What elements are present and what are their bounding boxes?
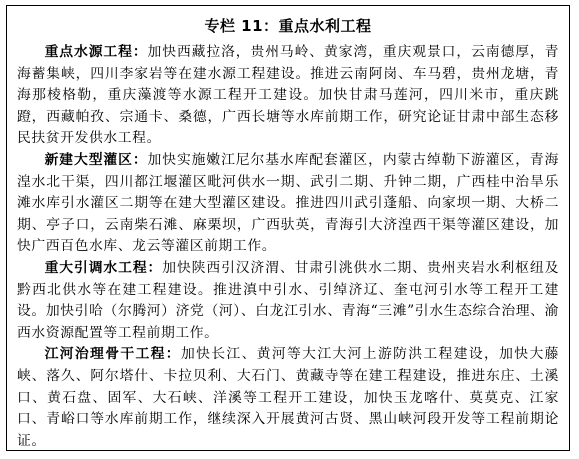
- column-box: [6, 5, 570, 451]
- section-label: 新建大型灌区：: [44, 151, 148, 168]
- section-text: 加快陕西引汉济渭、甘肃引洮供水二期、贵州夹岩水利枢纽及黔西北供水等在建工程建设。推进滇中引水、引绰济辽、奎屯河引水等工程开工建设。加快引哈（尔腾河）济党（河）、白龙江引水、青海“三滩”引水生态综合治理、渝西水资源配置等工程前期工作。: [17, 259, 559, 341]
- section-label: 重点水源工程：: [44, 44, 148, 60]
- section-text: 加快西藏拉洛，贵州马岭、黄家湾，重庆观景口，云南德厚，青海蓄集峡，四川李家岩等在建水源工程建设。推进云南阿岗、车马碧，贵州龙塘，青海那棱格勒，重庆藻渡等水源工程开工建设。加快甘肃马莲河，四川米市，重庆跳蹬，西藏帕孜、宗通卡、桑德，广西长塘等水库前期工作，研究论证甘肃中部生态移民扶贫开发供水工程。: [17, 44, 559, 147]
- section-river-governance: [17, 344, 559, 452]
- section-text: 加快长江、黄河等大江大河上游防洪工程建设，加快大藤峡、落久、阿尔塔什、卡拉贝利、大石门、黄藏寺等在建工程建设，推进东庄、土溪口、黄石盘、固军、大石峡、洋溪等工程开工建设，加快玉龙喀什、莫莫克、江家口、青峪口等水库前期工作，继续深入开展黄河古贤、黑山峡河段开发等工程前期论证。: [17, 346, 560, 449]
- section-water-source: [17, 42, 559, 150]
- section-label: 江河治理骨干工程：: [44, 346, 181, 363]
- section-text: 加快实施嫩江尼尔基水库配套灌区，内蒙古绰勒下游灌区，青海湟水北干渠，四川都江堰灌区毗河供水一期、武引二期、升钟二期，广西桂中治旱乐滩水库引水灌区二期等在建大型灌区建设。推进四川武引蓬船、向家坝一期、大桥二期、亭子口，云南柴石滩、麻栗坝，广西驮英，青海引大济湟西干渠等灌区建设，加快广西百色水库、龙云等灌区前期工作。: [17, 151, 559, 255]
- column-content: [7, 36, 569, 452]
- column-title: 专栏 11：重点水利工程: [204, 17, 372, 35]
- section-label: 重大引调水工程：: [44, 259, 163, 276]
- section-irrigation: [17, 150, 559, 258]
- section-water-diversion: [17, 258, 559, 344]
